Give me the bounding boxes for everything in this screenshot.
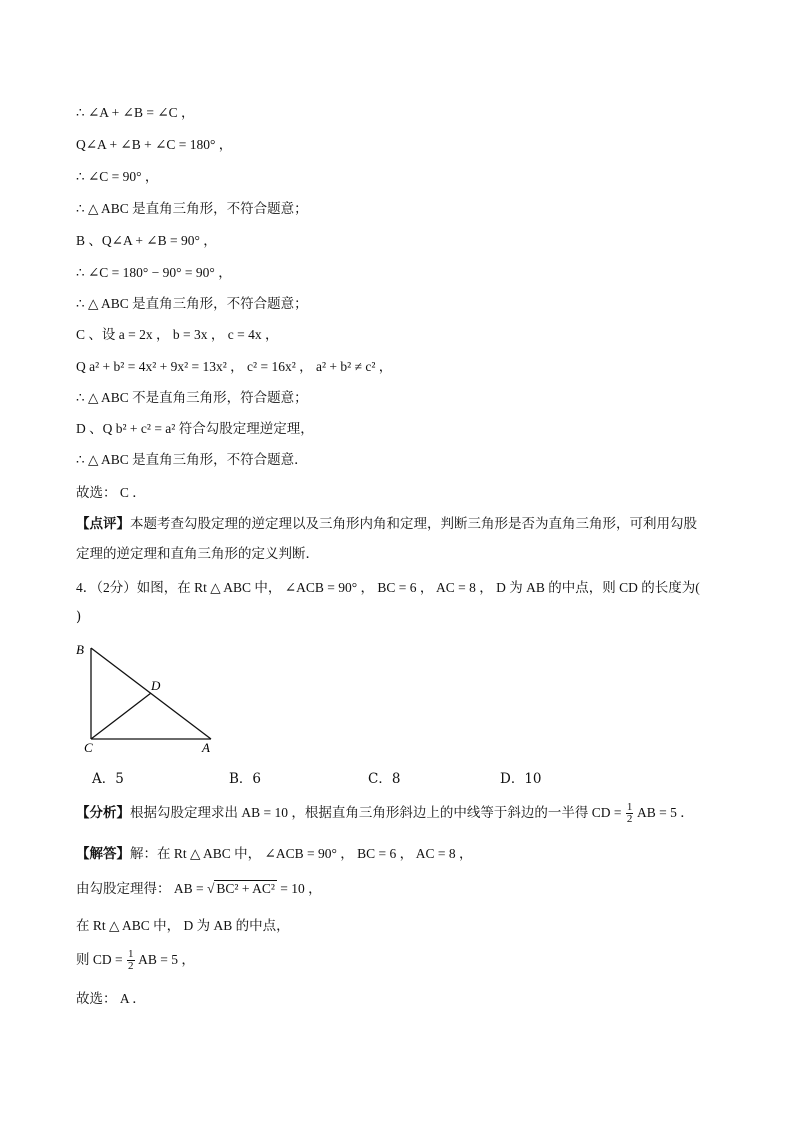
solution-line-4 — [76, 948, 195, 972]
solution-line-2 — [76, 877, 322, 897]
vertex-label-A: A — [202, 740, 210, 755]
analysis-text: 根据勾股定理求出 AB = 10 ，根据直角三角形斜边上的中线等于斜边的一半得 CD = — [130, 805, 622, 820]
solution-line-5: 故选： A ． — [76, 991, 146, 1006]
proof-line-3: ∴ ∠C = 90° ， — [76, 169, 159, 184]
solution-text-4a: 则 CD = — [76, 952, 123, 967]
fraction-one-half-2 — [127, 949, 135, 972]
solution-line-1 — [76, 842, 472, 862]
solution-text-2b: = 10 ， — [280, 881, 322, 896]
fraction-one-half — [626, 802, 634, 825]
comment-line-2: 定理的逆定理和直角三角形的定义判断． — [76, 546, 319, 562]
proof-line-4: ∴ △ ABC 是直角三角形，不符合题意； — [76, 201, 308, 216]
fraction-numerator-2: 1 — [128, 948, 134, 961]
solution-tag: 【解答】 — [76, 846, 130, 861]
fraction-denominator: 2 — [626, 813, 633, 826]
proof-line-6: ∴ ∠C = 180° − 90° = 90° ， — [76, 265, 232, 280]
proof-line-12: ∴ △ ABC 是直角三角形，不符合题意． — [76, 452, 308, 467]
fraction-numerator: 1 — [626, 801, 633, 814]
question-4-stem: 4．（2分）如图，在 Rt △ ABC 中， ∠ACB = 90° ， BC = 6 ， AC = 8 ， D 为 AB 的中点，则 CD 的长度为( — [76, 580, 700, 595]
solution-line-3: 在 Rt △ ABC 中， D 为 AB 的中点， — [76, 918, 290, 933]
proof-line-5: B 、Q∠A + ∠B = 90° ， — [76, 233, 217, 248]
analysis-line — [76, 801, 694, 825]
analysis-tag: 【分析】 — [76, 805, 130, 820]
proof-line-9: Q a² + b² = 4x² + 9x² = 13x² ， c² = 16x² ， a² + b² ≠ c² ， — [76, 359, 393, 374]
comment-line-1 — [76, 512, 697, 532]
proof-line-11: D 、Q b² + c² = a² 符合勾股定理逆定理， — [76, 421, 314, 436]
option-b[interactable]: B．6 — [229, 771, 262, 787]
proof-line-8: C 、设 a = 2x ， b = 3x ， c = 4x ， — [76, 327, 279, 342]
sqrt-expression: √ BC² + AC² — [207, 881, 275, 896]
comment-tag: 【点评】 — [76, 516, 130, 532]
triangle-figure — [70, 640, 230, 760]
analysis-text-end: AB = 5 ． — [637, 805, 694, 820]
fraction-denominator-2: 2 — [128, 960, 134, 973]
comment-text: 本题考查勾股定理的逆定理以及三角形内角和定理，判断三角形是否为直角三角形，可利用勾股 — [130, 516, 697, 532]
option-a[interactable]: A．5 — [92, 771, 124, 787]
solution-text-1: 解：在 Rt △ ABC 中， ∠ACB = 90° ， BC = 6 ， AC = 8 ， — [130, 846, 473, 861]
vertex-label-B: B — [76, 642, 84, 657]
median-CD — [91, 693, 151, 739]
option-d[interactable]: D．10 — [500, 771, 542, 787]
option-c[interactable]: C．8 — [368, 771, 401, 787]
question-4-stem-close: ) — [76, 609, 82, 625]
proof-line-10: ∴ △ ABC 不是直角三角形，符合题意； — [76, 390, 308, 405]
proof-line-2: Q∠A + ∠B + ∠C = 180° ， — [76, 137, 233, 152]
vertex-label-C: C — [84, 740, 93, 755]
proof-line-7: ∴ △ ABC 是直角三角形，不符合题意； — [76, 296, 308, 311]
solution-text-2a: 由勾股定理得： AB = — [76, 881, 204, 896]
solution-text-4b: AB = 5 ， — [138, 952, 195, 967]
answer-choice-line: 故选： C ． — [76, 485, 146, 500]
vertex-label-D: D — [151, 678, 161, 693]
sqrt-radicand: BC² + AC² — [216, 881, 275, 896]
proof-line-1: ∴ ∠A + ∠B = ∠C ， — [76, 105, 195, 120]
